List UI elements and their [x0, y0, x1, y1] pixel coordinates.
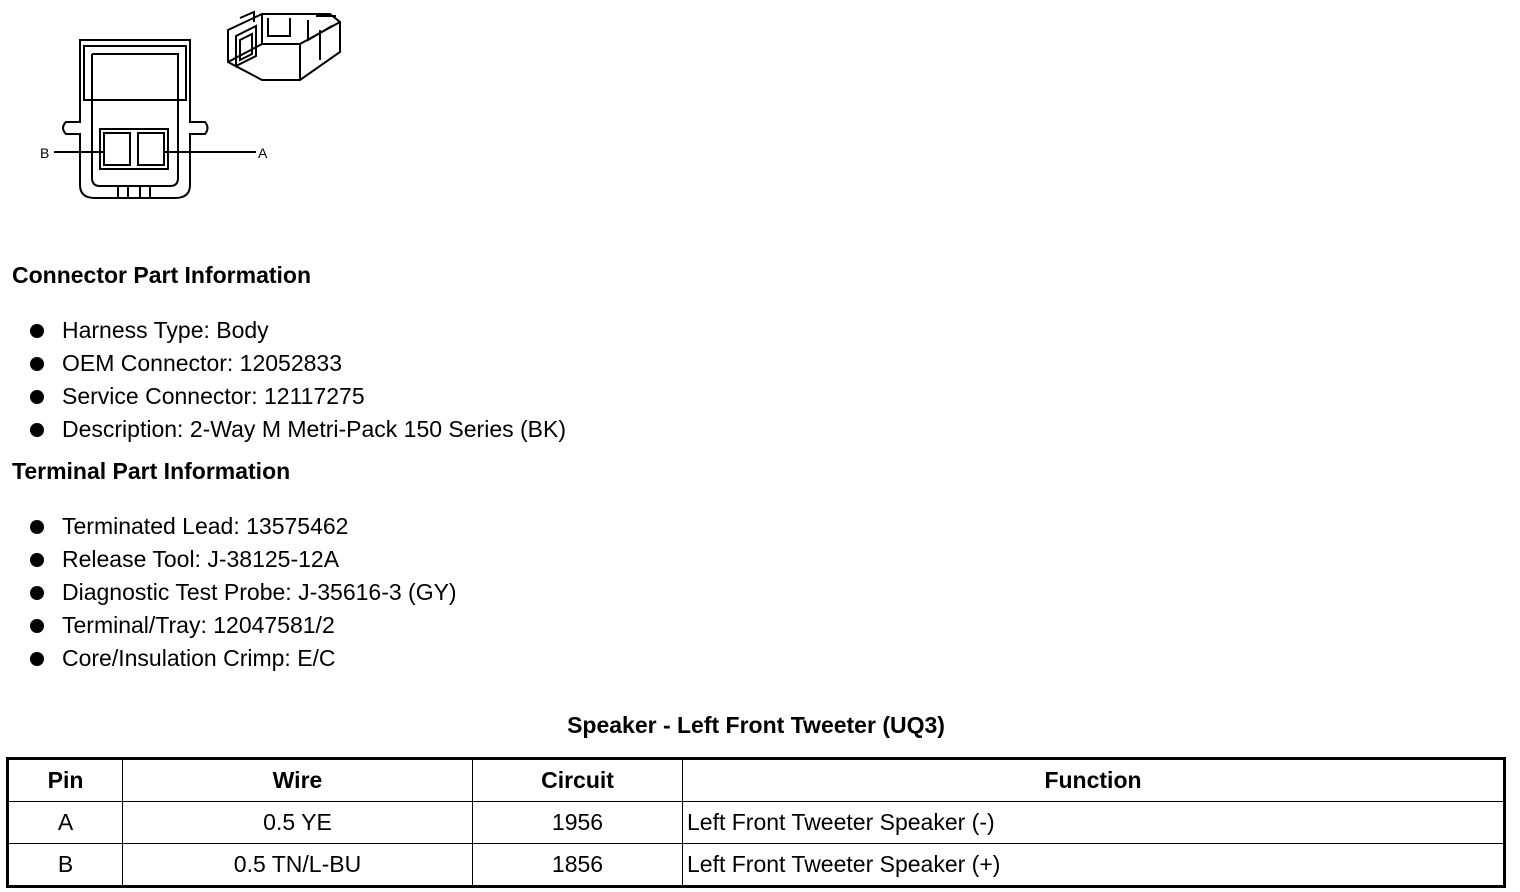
terminal-info-heading: Terminal Part Information	[12, 458, 291, 484]
pin-label-b: B	[40, 145, 50, 161]
function-cell: Left Front Tweeter Speaker (+)	[683, 844, 1505, 887]
list-item	[28, 642, 457, 675]
bullet-icon	[30, 520, 44, 534]
bullet-icon	[30, 423, 44, 437]
wire-cell: 0.5 TN/L-BU	[123, 844, 473, 887]
circuit-cell: 1856	[473, 844, 683, 887]
pin-label-a: A	[258, 145, 268, 161]
bullet-icon	[30, 586, 44, 600]
list-item-text: Terminal/Tray: 12047581/2	[62, 612, 335, 638]
table-row	[8, 844, 1505, 887]
column-header-function: Function	[683, 759, 1505, 802]
cavity-b	[104, 133, 130, 165]
pin-cell: A	[8, 802, 123, 844]
list-item	[28, 347, 566, 380]
pin-cell: B	[8, 844, 123, 887]
bullet-icon	[30, 652, 44, 666]
list-item	[28, 413, 566, 446]
cavity-a	[138, 133, 164, 165]
list-item-text: Core/Insulation Crimp: E/C	[62, 645, 336, 671]
list-item-text: Terminated Lead: 13575462	[62, 513, 349, 539]
connector-info-list	[28, 314, 566, 446]
wire-cell: 0.5 YE	[123, 802, 473, 844]
list-item-text: Release Tool: J-38125-12A	[62, 546, 340, 572]
list-item-text: Diagnostic Test Probe: J-35616-3 (GY)	[62, 579, 457, 605]
connector-isometric-view	[228, 12, 340, 80]
list-item	[28, 576, 457, 609]
column-header-pin: Pin	[8, 759, 123, 802]
list-item-text: Description: 2-Way M Metri-Pack 150 Series (BK)	[62, 416, 567, 442]
table-title: Speaker - Left Front Tweeter (UQ3)	[567, 712, 945, 738]
bullet-icon	[30, 324, 44, 338]
circuit-cell: 1956	[473, 802, 683, 844]
list-item	[28, 543, 457, 576]
function-cell: Left Front Tweeter Speaker (-)	[683, 802, 1505, 844]
terminal-info-list	[28, 510, 457, 675]
list-item	[28, 314, 566, 347]
column-header-wire: Wire	[123, 759, 473, 802]
connector-diagram	[0, 0, 400, 230]
list-item-text: Service Connector: 12117275	[62, 383, 365, 409]
list-item	[28, 609, 457, 642]
table-header-row	[8, 759, 1505, 802]
pin-table	[6, 757, 1506, 888]
bullet-icon	[30, 390, 44, 404]
table-row	[8, 802, 1505, 844]
column-header-circuit: Circuit	[473, 759, 683, 802]
bullet-icon	[30, 357, 44, 371]
list-item-text: OEM Connector: 12052833	[62, 350, 343, 376]
list-item	[28, 510, 457, 543]
bullet-icon	[30, 619, 44, 633]
list-item	[28, 380, 566, 413]
list-item-text: Harness Type: Body	[62, 317, 269, 343]
bullet-icon	[30, 553, 44, 567]
connector-info-heading: Connector Part Information	[12, 262, 312, 288]
